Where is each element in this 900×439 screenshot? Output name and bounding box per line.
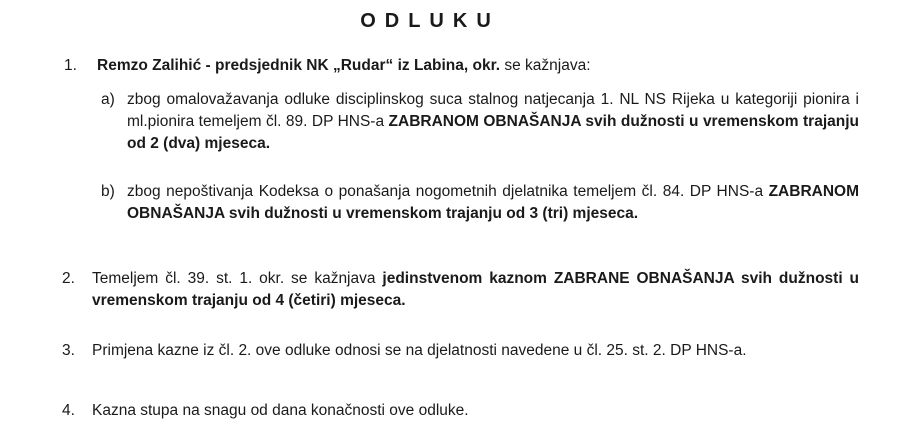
penalized-person: Remzo Zalihić - predsjednik NK „Rudar“ iz Labina, okr. <box>97 57 501 74</box>
item-2-plain: Temeljem čl. 39. st. 1. okr. se kažnjava <box>92 270 383 287</box>
document-title: ODLUKU <box>360 10 500 32</box>
list-item-1 <box>64 55 857 77</box>
sub-item-b-text <box>127 181 859 225</box>
sub-item-b-bold: ZABRANOM OBNAŠANJA svih dužnosti u vremenskom trajanju od 3 (tri) mjeseca. <box>127 183 859 222</box>
item-4-text: Kazna stupa na snagu od dana konačnosti ove odluke. <box>92 402 469 419</box>
list-item-3 <box>62 340 859 362</box>
sub-item-a <box>101 89 859 155</box>
item-2-bold: jedinstvenom kaznom ZABRANE OBNAŠANJA svih dužnosti u vremenskom trajanju od 4 (četiri) mjeseca. <box>92 270 860 309</box>
item-2-text <box>92 268 859 312</box>
sub-item-letter: a) <box>101 91 115 108</box>
item-number: 1. <box>64 57 77 74</box>
sub-item-b-plain: zbog nepoštivanja Kodeksa o ponašanja nogometnih djelatnika temeljem čl. 84. DP HNS-a <box>127 183 769 200</box>
sub-item-letter: b) <box>101 183 115 200</box>
list-item-4 <box>62 400 859 422</box>
item-1-text-after: se kažnjava: <box>500 57 591 74</box>
item-1-text <box>97 57 591 74</box>
sub-item-b <box>101 181 859 225</box>
sub-item-a-bold: ZABRANOM OBNAŠANJA svih dužnosti u vremenskom trajanju od 2 (dva) mjeseca. <box>127 113 859 152</box>
item-number: 4. <box>62 402 75 419</box>
item-3-text: Primjena kazne iz čl. 2. ove odluke odnosi se na djelatnosti navedene u čl. 25. st. 2. DP HNS-a. <box>92 342 747 359</box>
sub-item-a-plain: zbog omalovažavanja odluke disciplinskog suca stalnog natjecanja 1. NL NS Rijeka u kategoriji pionira i ml.pionira temeljem čl. 89. DP HNS-a <box>127 91 859 130</box>
sub-item-a-text <box>127 89 859 155</box>
list-item-2 <box>62 268 860 312</box>
item-number: 2. <box>62 270 75 287</box>
item-number: 3. <box>62 342 75 359</box>
